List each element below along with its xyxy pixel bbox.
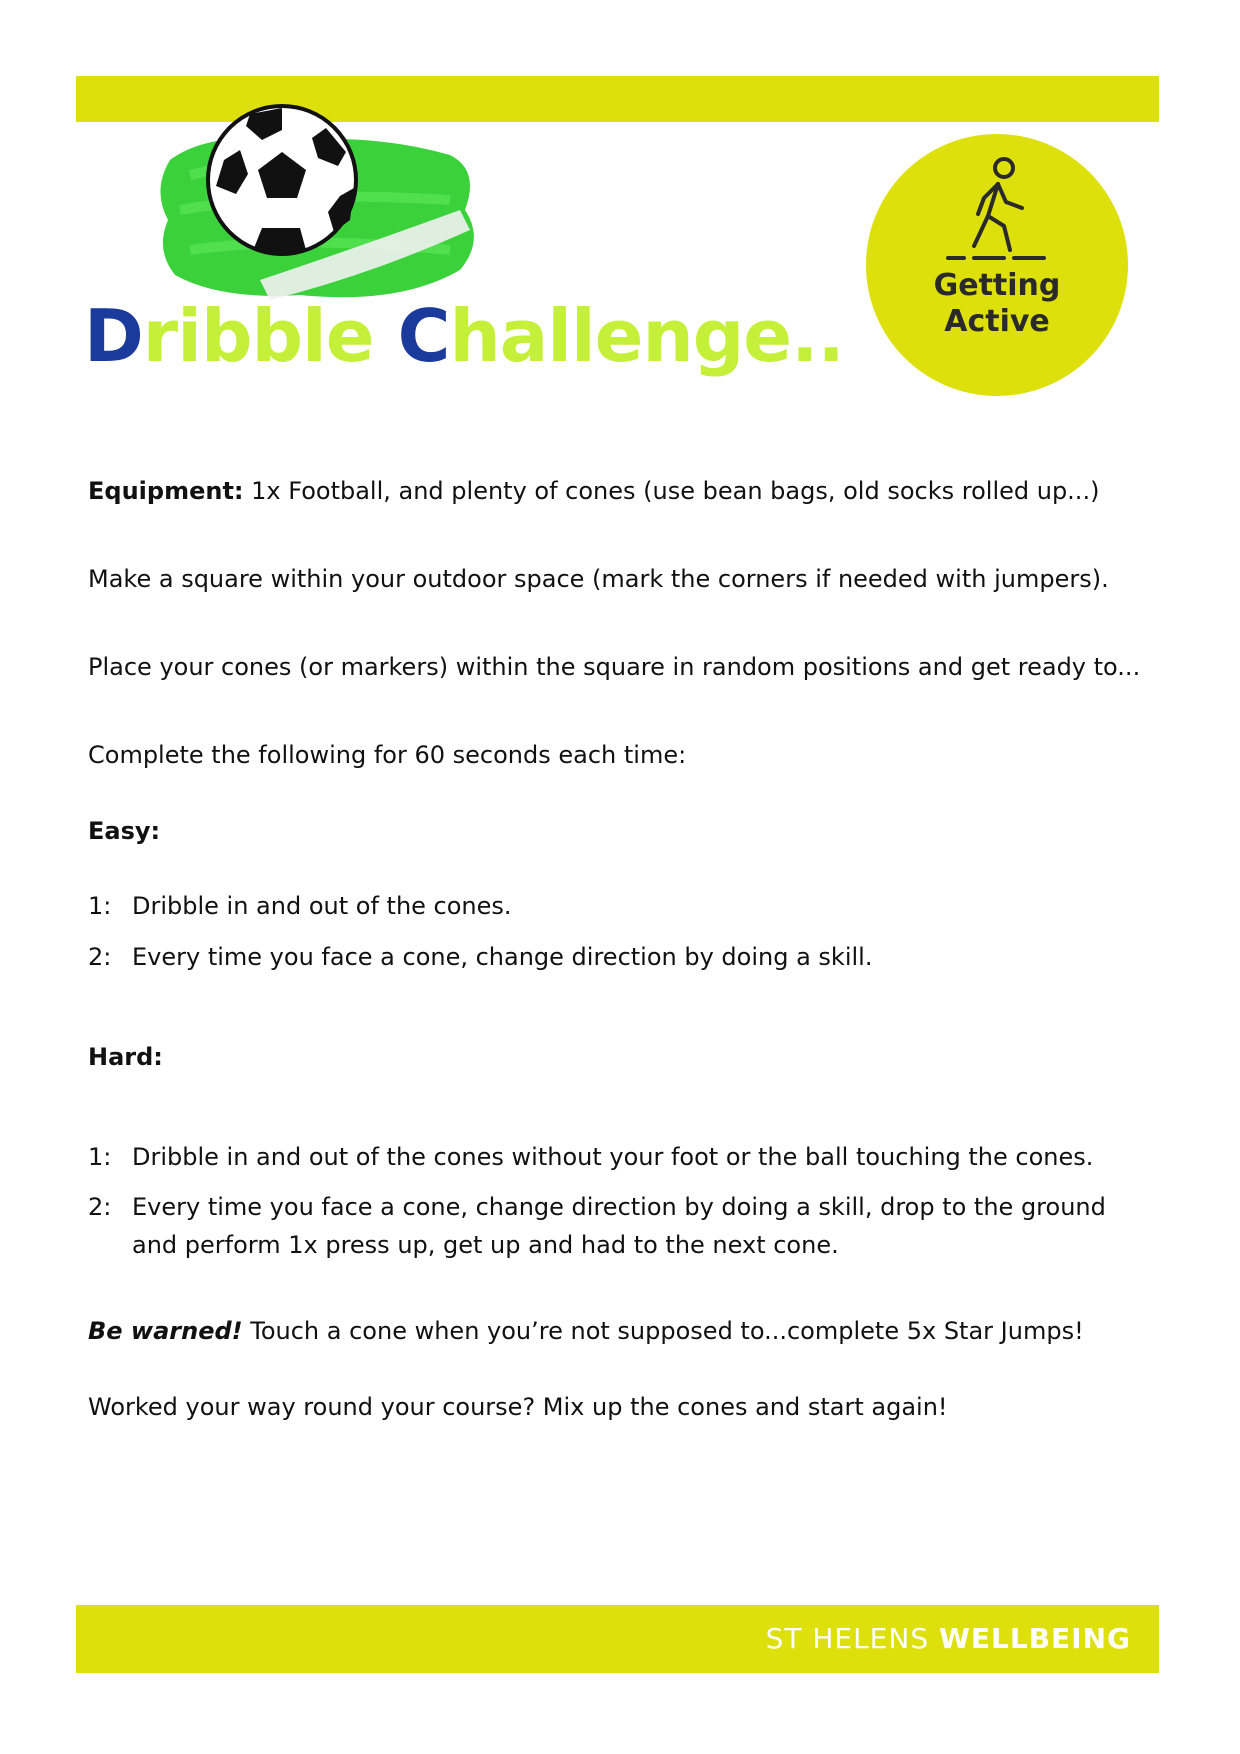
title-initial-c: C	[397, 294, 450, 378]
footer-band	[76, 1605, 1159, 1673]
getting-active-badge	[866, 134, 1128, 396]
square-paragraph: Make a square within your outdoor space (mark the corners if needed with jumpers).	[88, 565, 1109, 593]
walking-person-icon	[944, 154, 1050, 264]
title-initial-d: D	[84, 294, 143, 378]
equipment-paragraph	[88, 472, 1148, 510]
warning-label: Be warned!	[88, 1317, 243, 1345]
footer-brand-logo	[766, 1622, 1131, 1655]
page-title	[84, 294, 844, 378]
list-item-number: 2:	[88, 1193, 112, 1221]
complete-paragraph: Complete the following for 60 seconds each time:	[88, 741, 687, 769]
list-item-text: Every time you face a cone, change direction by doing a skill, drop to the ground and perform 1x press up, get up and had to the next cone.	[132, 1193, 1106, 1259]
equipment-label: Equipment:	[88, 477, 244, 505]
place-paragraph: Place your cones (or markers) within the square in random positions and get ready to...	[88, 653, 1141, 681]
list-item-text: Dribble in and out of the cones without your foot or the ball touching the cones.	[132, 1143, 1094, 1171]
hard-heading: Hard:	[88, 1043, 163, 1071]
footer-brand-part-1: ST HELENS	[765, 1622, 939, 1655]
list-item-number: 1:	[88, 892, 112, 920]
list-item-text: Every time you face a cone, change direction by doing a skill.	[132, 943, 873, 971]
warning-text: Touch a cone when you’re not supposed to...complete 5x Star Jumps!	[242, 1317, 1084, 1345]
list-item-number: 2:	[88, 943, 112, 971]
list-item-text: Dribble in and out of the cones.	[132, 892, 512, 920]
badge-label-line-2: Active	[944, 304, 1050, 339]
closing-paragraph: Worked your way round your course? Mix up the cones and start again!	[88, 1393, 948, 1421]
badge-label-line-1: Getting	[933, 268, 1061, 303]
title-word-2-rest: hallenge..	[449, 294, 844, 378]
easy-heading: Easy:	[88, 817, 161, 845]
warning-paragraph	[88, 1312, 1148, 1350]
footer-brand-part-2: WELLBEING	[939, 1622, 1131, 1655]
equipment-text: 1x Football, and plenty of cones (use bean bags, old socks rolled up...)	[243, 477, 1100, 505]
list-item-number: 1:	[88, 1143, 112, 1171]
title-word-1-rest: ribble	[142, 294, 398, 378]
